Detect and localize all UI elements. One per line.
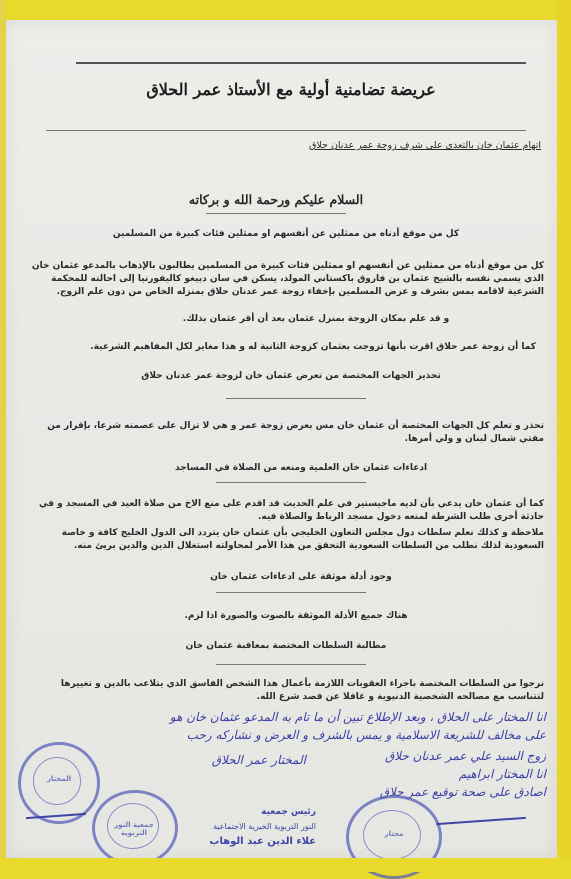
document-subtitle: اتهام عثمان خان بالتعدي على شرف زوجة عمر عدنان حلاق xyxy=(309,140,541,151)
paragraph: تحذير الجهات المختصة من تعرض عثمان خان لزوجة عمر عدنان حلاق xyxy=(141,371,441,381)
signature-name: علاء الدين عبد الوهاب xyxy=(209,836,316,847)
handwritten-line: المختار عمر الحلاق xyxy=(211,753,306,767)
paragraph: كل من موقع أدناه من ممثلين عن أنفسهم او ممثلين فئات كبيرة من المسلمين xyxy=(112,229,460,239)
stamp-right: مختار xyxy=(346,795,442,879)
handwritten-line: اصادق على صحة توقيع عمر حلاق xyxy=(379,785,546,799)
background-bottom xyxy=(0,858,571,872)
divider xyxy=(216,592,366,593)
background-top xyxy=(0,0,571,22)
header-rule xyxy=(76,62,526,64)
paragraph: ملاحظة و كذلك نعلم سلطات دول مجلس التعاون الخليجي بأن عثمان خان يتردد الى الدول الخليج كافة و خاصة السعودية لذلك نطلب من السلطات السعودية التحقق من هذا الأمر لمحاولته استغلال الدين والدين بريئ منه. xyxy=(61,528,544,551)
stamp-left: المختار xyxy=(18,742,100,824)
paragraph: هناك جميع الأدلة الموثقة بالصوت والصورة اذا لزم. xyxy=(184,611,408,621)
handwritten-line: زوج السيد علي عمر عدنان حلاق xyxy=(384,749,546,763)
signature-role: رئيس جمعية xyxy=(261,807,316,817)
document-page xyxy=(6,20,557,860)
paragraph: كل من موقع أدناه من ممثلين عن أنفسهم او ممثلين فئات كبيرة من المسلمين يطالبون بالإذهاب بالمدعو عثمان خان الذي يسمي نفسه بالشيخ عثمان بن فاروق باكستاني المولد، يسكن في سان دييغو كاليفورنيا إلى احالته للمحكمة الشرعية لاقامه بمس بشرف و عرض المسلمين بإخفاء زوجة عمر عدنان حلاق بمنزله الخاص من دون علم الزوج. xyxy=(31,261,544,297)
paragraph: ادعاءات عثمان خان العلمية ومنعه من الصلاة في المساجد xyxy=(174,463,428,473)
divider xyxy=(206,213,346,214)
handwritten-line: انا المختار ابراهيم xyxy=(458,767,546,781)
handwritten-line: انا المختار على الحلاق ، وبعد الإطلاع تبين أن ما تام به المدعو عثمان خان هو xyxy=(169,710,546,724)
divider xyxy=(216,664,366,665)
divider xyxy=(216,482,366,483)
paragraph: كما أن عثمان خان يدعي بأن لديه ماجيستير في علم الحديث قد اقدم على منع الاخ من صلاة العيد في المسجد و في حادثة أخرى طلب الشرطة لمنعه دخول مسجد الرباط والصلاة فيه. xyxy=(39,499,544,522)
stamp-middle: جمعية النور التربوية xyxy=(92,790,178,866)
paragraph: تحذر و تعلم كل الجهات المختصة أن عثمان خان مس بعرض زوجة عمر و هي لا تزال على عصمته شرعا، بإقرار من مفتي شمال لبنان و ولي أمرها. xyxy=(47,421,544,444)
greeting: السلام عليكم ورحمة الله و بركاته xyxy=(188,192,364,207)
handwritten-line: على مخالف للشريعة الاسلامية و يمس بالشرف و العرض و نشاركه رحب xyxy=(186,728,546,742)
signature-scribble xyxy=(436,817,526,825)
paragraph: كما أن زوجة عمر حلاق اقرت بأنها تزوجت بعثمان كزوجة الثانية له و هذا مغاير لكل المفاهيم الشرعية. xyxy=(90,342,536,352)
signature-org: النور التربوية الخيرية الاجتماعية xyxy=(213,822,316,831)
document-title: عريضة تضامنية أولية مع الأستاذ عمر الحلاق xyxy=(146,80,436,99)
paragraph: نرجوا من السلطات المختصة باجراء العقوبات اللازمة بأعمال هذا الشخص الفاسق الذي يتلاعب بالدين و تغييرها لتتناسب مع مصالحه الشخصية الدنيوية و غافلا عن قصد شرع الله. xyxy=(60,679,544,702)
paragraph: مطالبة السلطات المختصة بمعاقبة عثمان خان xyxy=(185,641,387,651)
divider xyxy=(226,398,366,399)
background-right xyxy=(557,0,571,872)
paragraph: وجود أدلة موثقة على ادعاءات عثمان خان xyxy=(210,572,392,582)
paragraph: و قد علم بمكان الزوجة بمنزل عثمان بعد أن أقر عثمان بذلك. xyxy=(182,314,450,324)
divider xyxy=(46,130,526,131)
